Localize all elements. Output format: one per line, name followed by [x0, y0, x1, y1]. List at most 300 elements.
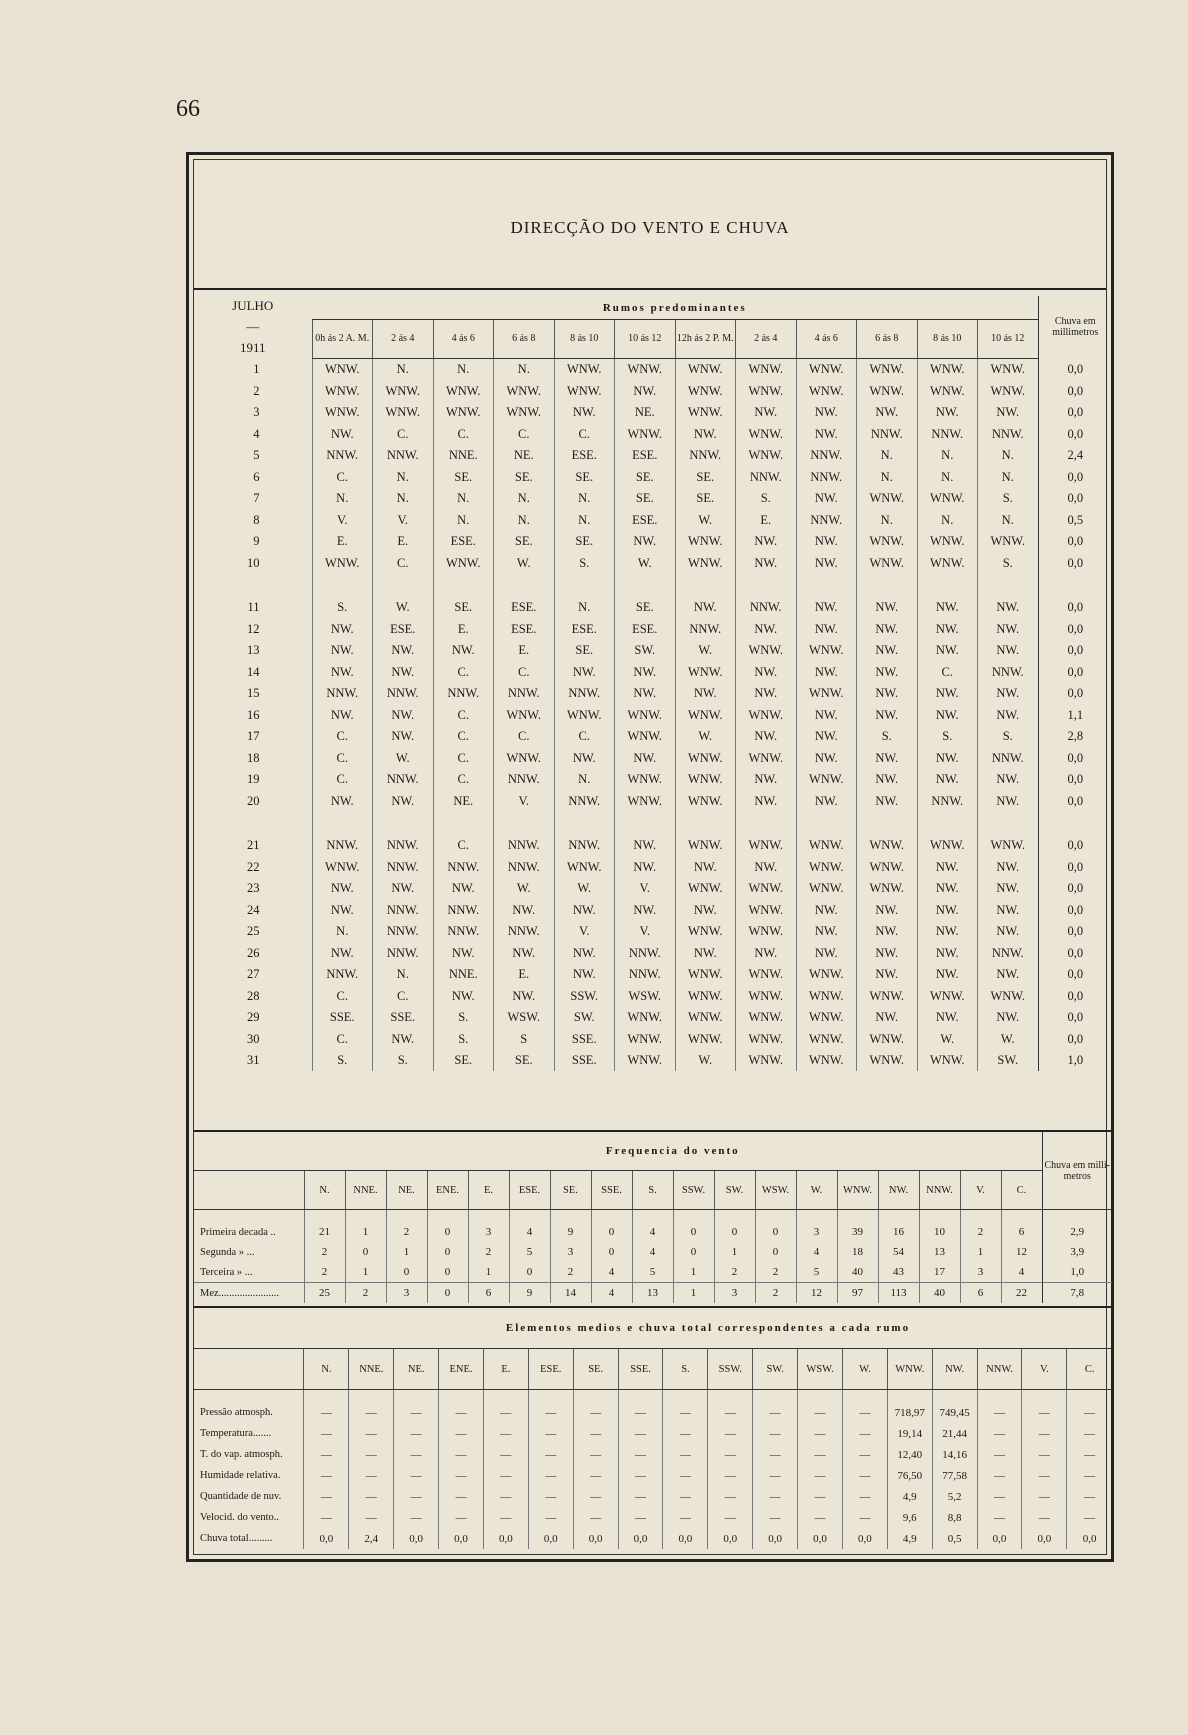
frequency-rain-cell: 3,9: [1042, 1242, 1112, 1262]
frequency-cell: 6: [1001, 1210, 1042, 1243]
direction-cell: WNW.: [736, 445, 797, 467]
elements-body: [194, 1390, 1112, 1550]
direction-cell: NW.: [736, 552, 797, 574]
elements-cell: —: [349, 1507, 394, 1528]
table-row: [194, 1283, 1112, 1304]
direction-cell: N.: [312, 921, 373, 943]
elements-cell: —: [573, 1507, 618, 1528]
direction-cell: WNW.: [796, 964, 857, 986]
direction-cell: NW.: [917, 942, 978, 964]
direction-cell: NW.: [857, 747, 918, 769]
rain-cell: 0,5: [1038, 509, 1112, 531]
direction-cell: S.: [978, 488, 1039, 510]
direction-cell: NNW.: [373, 769, 434, 791]
direction-cell: NNW.: [373, 921, 434, 943]
elements-cell: —: [618, 1507, 663, 1528]
elements-cell: —: [349, 1423, 394, 1444]
elements-cell: 0,0: [977, 1528, 1022, 1549]
elements-cell: —: [663, 1444, 708, 1465]
direction-cell: WNW.: [675, 380, 736, 402]
direction-cell: NW.: [857, 683, 918, 705]
rain-cell: 1,0: [1038, 1050, 1112, 1072]
rain-cell: 0,0: [1038, 402, 1112, 424]
direction-cell: WNW.: [675, 769, 736, 791]
table-row: [194, 509, 1112, 531]
direction-cell: N.: [494, 358, 555, 380]
direction-cell: NW.: [736, 402, 797, 424]
direction-cell: SE.: [675, 488, 736, 510]
direction-cell: NW.: [917, 899, 978, 921]
table-row: [194, 1210, 1112, 1243]
direction-cell: NW.: [857, 402, 918, 424]
elements-cell: 5,2: [932, 1486, 977, 1507]
direction-cell: WNW.: [675, 402, 736, 424]
direction-cell: WNW.: [796, 1028, 857, 1050]
elements-cell: —: [798, 1390, 843, 1424]
direction-cell: S.: [433, 1028, 494, 1050]
direction-cell: C.: [433, 704, 494, 726]
elements-cell: 2,4: [349, 1528, 394, 1549]
direction-cell: NNW.: [373, 683, 434, 705]
direction-cell: WNW.: [857, 488, 918, 510]
direction-cell: NW.: [857, 1007, 918, 1029]
table-row: [194, 1423, 1112, 1444]
row-label: Temperatura.......: [200, 1428, 272, 1439]
elements-column-header: NNE.: [349, 1349, 394, 1390]
direction-cell: WNW.: [494, 380, 555, 402]
direction-cell: C.: [433, 726, 494, 748]
direction-cell: WNW.: [554, 358, 615, 380]
table-frame: [186, 152, 1114, 1562]
frequency-cell: 3: [796, 1210, 837, 1243]
elements-column-header: NW.: [932, 1349, 977, 1390]
frequency-column-header: SE.: [550, 1171, 591, 1210]
gap-cell: [978, 574, 1039, 597]
elements-cell: —: [573, 1486, 618, 1507]
direction-cell: NNW.: [494, 856, 555, 878]
page-number: 66: [176, 96, 200, 122]
direction-cell: WNW.: [312, 402, 373, 424]
elements-cell: 0,0: [1067, 1528, 1112, 1549]
elements-cell: 9,6: [887, 1507, 932, 1528]
direction-cell: N.: [554, 597, 615, 619]
table-row: [194, 1050, 1112, 1072]
frequency-cell: 2: [755, 1283, 796, 1304]
direction-cell: NW.: [917, 618, 978, 640]
direction-cell: V.: [312, 509, 373, 531]
direction-cell: NW.: [736, 531, 797, 553]
wind-frequency-table: [194, 1130, 1112, 1303]
direction-cell: C.: [433, 769, 494, 791]
elements-cell: —: [439, 1423, 484, 1444]
elements-cell: —: [349, 1390, 394, 1424]
elements-cell: —: [753, 1486, 798, 1507]
direction-cell: WNW.: [615, 704, 676, 726]
elements-cell: 0,0: [663, 1528, 708, 1549]
rain-header: Chuva em millimetros: [1038, 296, 1112, 358]
elements-cell: —: [842, 1507, 887, 1528]
elements-cell: 76,50: [887, 1465, 932, 1486]
elements-cell: 718,97: [887, 1390, 932, 1424]
direction-cell: NNW.: [373, 899, 434, 921]
direction-cell: NNW.: [312, 683, 373, 705]
elements-cell: —: [977, 1507, 1022, 1528]
gap-cell: [373, 812, 434, 835]
direction-cell: WNW.: [675, 1028, 736, 1050]
direction-cell: WNW.: [796, 769, 857, 791]
hour-header: 12h ás 2 P. M.: [675, 320, 736, 359]
elements-cell: —: [394, 1486, 439, 1507]
table-row: [194, 835, 1112, 857]
direction-cell: NW.: [978, 683, 1039, 705]
table-row: [194, 921, 1112, 943]
frequency-cell: 54: [878, 1242, 919, 1262]
day-cell: 13: [247, 643, 260, 658]
frequency-cell: 0: [509, 1262, 550, 1283]
direction-cell: NNW.: [494, 769, 555, 791]
frequency-group-header: Frequencia do vento: [304, 1131, 1042, 1171]
direction-cell: ESE.: [373, 618, 434, 640]
elements-cell: —: [394, 1507, 439, 1528]
direction-cell: S.: [857, 726, 918, 748]
direction-cell: N.: [978, 445, 1039, 467]
direction-cell: W.: [494, 878, 555, 900]
frequency-cell: 16: [878, 1210, 919, 1243]
direction-cell: W.: [615, 552, 676, 574]
table-row: [194, 640, 1112, 662]
direction-cell: NW.: [494, 942, 555, 964]
direction-cell: NW.: [978, 597, 1039, 619]
row-label: Segunda » ...: [200, 1246, 255, 1258]
frequency-rain-header: Chuva em milli- metros: [1042, 1131, 1112, 1210]
gap-cell: [615, 812, 676, 835]
direction-cell: NNW.: [373, 942, 434, 964]
rain-cell: 0,0: [1038, 790, 1112, 812]
table-row: [194, 899, 1112, 921]
elements-cell: —: [618, 1444, 663, 1465]
direction-cell: NW.: [978, 856, 1039, 878]
frequency-column-header: V.: [960, 1171, 1001, 1210]
direction-cell: S.: [373, 1050, 434, 1072]
direction-cell: NE.: [615, 402, 676, 424]
direction-cell: NNW.: [978, 747, 1039, 769]
elements-cell: 0,0: [304, 1528, 349, 1549]
direction-cell: NW.: [373, 726, 434, 748]
direction-cell: NNW.: [796, 445, 857, 467]
direction-cell: NNW.: [978, 661, 1039, 683]
direction-cell: SE.: [494, 466, 555, 488]
direction-cell: ESE.: [615, 509, 676, 531]
frequency-cell: 0: [591, 1242, 632, 1262]
direction-cell: NW.: [373, 878, 434, 900]
rain-cell: 0,0: [1038, 488, 1112, 510]
direction-cell: C.: [494, 661, 555, 683]
direction-cell: NW.: [796, 531, 857, 553]
year-label: 1911: [239, 339, 266, 355]
frequency-cell: 2: [345, 1283, 386, 1304]
direction-cell: N.: [857, 445, 918, 467]
frequency-cell: 0: [427, 1242, 468, 1262]
direction-cell: S.: [917, 726, 978, 748]
elements-cell: 4,9: [887, 1486, 932, 1507]
frequency-cell: 40: [919, 1283, 960, 1304]
direction-cell: NW.: [615, 683, 676, 705]
month-label: JULHO: [232, 298, 274, 313]
direction-cell: WNW.: [554, 704, 615, 726]
direction-cell: NW.: [615, 380, 676, 402]
day-cell: 28: [247, 988, 260, 1003]
direction-cell: NNW.: [675, 445, 736, 467]
direction-cell: NW.: [978, 640, 1039, 662]
gap-cell: [312, 574, 373, 597]
day-cell: 27: [247, 967, 260, 982]
day-cell: 10: [247, 555, 260, 570]
direction-cell: S.: [312, 1050, 373, 1072]
wind-direction-body: [194, 358, 1112, 1071]
direction-cell: N.: [978, 509, 1039, 531]
direction-cell: NW.: [978, 704, 1039, 726]
direction-cell: N.: [917, 509, 978, 531]
table-row: [194, 964, 1112, 986]
elements-cell: 0,0: [394, 1528, 439, 1549]
direction-cell: NW.: [736, 769, 797, 791]
row-label: Mez.......................: [194, 1283, 304, 1304]
day-cell: 19: [247, 772, 260, 787]
direction-cell: V.: [373, 509, 434, 531]
direction-cell: NW.: [917, 769, 978, 791]
direction-cell: WNW.: [433, 552, 494, 574]
rain-cell: 0,0: [1038, 661, 1112, 683]
elements-cell: —: [528, 1507, 573, 1528]
frequency-cell: 0: [755, 1242, 796, 1262]
frequency-cell: 0: [755, 1210, 796, 1243]
direction-cell: C.: [312, 1028, 373, 1050]
elements-cell: —: [663, 1486, 708, 1507]
elements-cell: 12,40: [887, 1444, 932, 1465]
elements-corner: [194, 1349, 304, 1390]
direction-cell: WNW.: [615, 1050, 676, 1072]
direction-cell: WNW.: [675, 835, 736, 857]
elements-cell: 77,58: [932, 1465, 977, 1486]
frequency-cell: 3: [386, 1283, 427, 1304]
direction-cell: V.: [615, 921, 676, 943]
direction-cell: WNW.: [554, 380, 615, 402]
direction-cell: NW.: [857, 899, 918, 921]
frequency-cell: 4: [591, 1283, 632, 1304]
row-label: Primeira decada ..: [200, 1226, 276, 1238]
direction-cell: SSE.: [554, 1028, 615, 1050]
frequency-corner: [194, 1171, 304, 1210]
direction-cell: N.: [917, 466, 978, 488]
direction-cell: SE.: [433, 466, 494, 488]
direction-group-header: Rumos predominantes: [602, 301, 747, 314]
frequency-cell: 5: [632, 1262, 673, 1283]
direction-cell: NNE.: [433, 445, 494, 467]
table-row: [194, 552, 1112, 574]
elements-cell: —: [753, 1423, 798, 1444]
elements-cell: —: [1067, 1486, 1112, 1507]
table-row: [194, 769, 1112, 791]
direction-cell: NW.: [796, 942, 857, 964]
direction-cell: WNW.: [675, 790, 736, 812]
direction-cell: NW.: [312, 942, 373, 964]
gap-cell: [736, 812, 797, 835]
direction-cell: WNW.: [615, 769, 676, 791]
frequency-cell: 1: [345, 1262, 386, 1283]
rain-cell: 0,0: [1038, 358, 1112, 380]
direction-cell: WNW.: [796, 640, 857, 662]
elements-cell: —: [708, 1423, 753, 1444]
day-cell: 25: [247, 924, 260, 939]
direction-cell: NW.: [857, 597, 918, 619]
direction-cell: WNW.: [736, 921, 797, 943]
direction-cell: E.: [736, 509, 797, 531]
direction-cell: NW.: [675, 423, 736, 445]
direction-cell: NW.: [675, 942, 736, 964]
elements-column-header: N.: [304, 1349, 349, 1390]
rain-cell: 0,0: [1038, 856, 1112, 878]
table-row: [194, 985, 1112, 1007]
direction-cell: NW.: [857, 640, 918, 662]
direction-cell: WNW.: [736, 747, 797, 769]
elements-cell: —: [1022, 1390, 1067, 1424]
frequency-cell: 1: [468, 1262, 509, 1283]
direction-cell: WNW.: [796, 856, 857, 878]
direction-cell: NW.: [857, 769, 918, 791]
direction-cell: NW.: [857, 618, 918, 640]
frequency-cell: 6: [960, 1283, 1001, 1304]
frequency-column-header: NW.: [878, 1171, 919, 1210]
direction-cell: NW.: [373, 661, 434, 683]
gap-cell: [857, 574, 918, 597]
direction-cell: ESE.: [615, 445, 676, 467]
direction-cell: WNW.: [857, 1050, 918, 1072]
rain-cell: 2,4: [1038, 445, 1112, 467]
hour-header: 2 ás 4: [373, 320, 434, 359]
direction-cell: NE.: [494, 445, 555, 467]
direction-cell: NW.: [736, 726, 797, 748]
direction-cell: N.: [554, 769, 615, 791]
table-row: [194, 1444, 1112, 1465]
direction-cell: WNW.: [857, 380, 918, 402]
elements-cell: 0,0: [842, 1528, 887, 1549]
rain-cell: 2,8: [1038, 726, 1112, 748]
direction-cell: WNW.: [917, 552, 978, 574]
table-row: [194, 1262, 1112, 1283]
gap-cell: [433, 812, 494, 835]
table-row: [194, 1390, 1112, 1424]
gap-cell: [494, 812, 555, 835]
elements-cell: 0,0: [528, 1528, 573, 1549]
direction-cell: NW.: [978, 769, 1039, 791]
table-row: [194, 683, 1112, 705]
gap-cell: [1038, 812, 1112, 835]
elements-cell: —: [573, 1423, 618, 1444]
elements-cell: —: [483, 1486, 528, 1507]
direction-cell: NW.: [796, 921, 857, 943]
direction-cell: NNW.: [978, 423, 1039, 445]
month-year-header: [194, 296, 312, 358]
frequency-cell: 1: [386, 1242, 427, 1262]
direction-cell: WNW.: [796, 835, 857, 857]
direction-cell: WNW.: [615, 358, 676, 380]
table-row: [194, 790, 1112, 812]
gap-cell: [1038, 574, 1112, 597]
direction-cell: SE.: [615, 466, 676, 488]
direction-cell: NNW.: [796, 466, 857, 488]
direction-cell: WNW.: [736, 1007, 797, 1029]
direction-cell: NW.: [978, 1007, 1039, 1029]
direction-cell: WNW.: [736, 358, 797, 380]
table-row: [194, 856, 1112, 878]
direction-cell: WNW.: [917, 380, 978, 402]
elements-cell: —: [304, 1390, 349, 1424]
table-row: [194, 1465, 1112, 1486]
gap-cell: [917, 574, 978, 597]
direction-cell: NNW.: [554, 790, 615, 812]
day-cell: 6: [253, 469, 260, 484]
direction-cell: SE.: [494, 1050, 555, 1072]
gap-cell: [978, 812, 1039, 835]
day-cell: 30: [247, 1031, 260, 1046]
direction-cell: NW.: [312, 618, 373, 640]
direction-cell: NW.: [857, 661, 918, 683]
direction-cell: NNW.: [494, 921, 555, 943]
direction-cell: WNW.: [917, 985, 978, 1007]
direction-cell: WNW.: [736, 964, 797, 986]
elements-cell: —: [798, 1486, 843, 1507]
direction-cell: N.: [373, 964, 434, 986]
elements-cell: —: [708, 1507, 753, 1528]
direction-cell: WNW.: [675, 661, 736, 683]
direction-cell: SE.: [615, 488, 676, 510]
frequency-cell: 2: [468, 1242, 509, 1262]
table-row: [194, 661, 1112, 683]
direction-cell: NW.: [312, 423, 373, 445]
elements-cell: —: [483, 1390, 528, 1424]
direction-cell: NW.: [312, 899, 373, 921]
frequency-column-header: N.: [304, 1171, 345, 1210]
direction-cell: NNW.: [373, 856, 434, 878]
direction-cell: WNW.: [675, 531, 736, 553]
elements-cell: —: [394, 1390, 439, 1424]
elements-cell: —: [977, 1423, 1022, 1444]
elements-cell: —: [304, 1423, 349, 1444]
day-cell: 12: [247, 621, 260, 636]
row-label: Pressão atmosph.: [200, 1407, 273, 1418]
frequency-cell: 0: [427, 1283, 468, 1304]
elements-column-header: ENE.: [439, 1349, 484, 1390]
direction-cell: WNW.: [736, 835, 797, 857]
row-label: T. do vap. atmosph.: [200, 1449, 283, 1460]
direction-cell: NW.: [615, 661, 676, 683]
direction-cell: V.: [554, 921, 615, 943]
frequency-column-header: ENE.: [427, 1171, 468, 1210]
frequency-cell: 18: [837, 1242, 878, 1262]
direction-cell: NW.: [857, 704, 918, 726]
elements-column-header: SE.: [573, 1349, 618, 1390]
direction-cell: WNW.: [373, 380, 434, 402]
elements-cell: —: [977, 1444, 1022, 1465]
direction-cell: ESE.: [494, 618, 555, 640]
elements-column-header: NE.: [394, 1349, 439, 1390]
elements-cell: —: [1022, 1465, 1067, 1486]
elements-column-header: NNW.: [977, 1349, 1022, 1390]
direction-cell: C.: [433, 661, 494, 683]
day-cell: 17: [247, 729, 260, 744]
direction-cell: C.: [433, 835, 494, 857]
direction-cell: C.: [554, 423, 615, 445]
